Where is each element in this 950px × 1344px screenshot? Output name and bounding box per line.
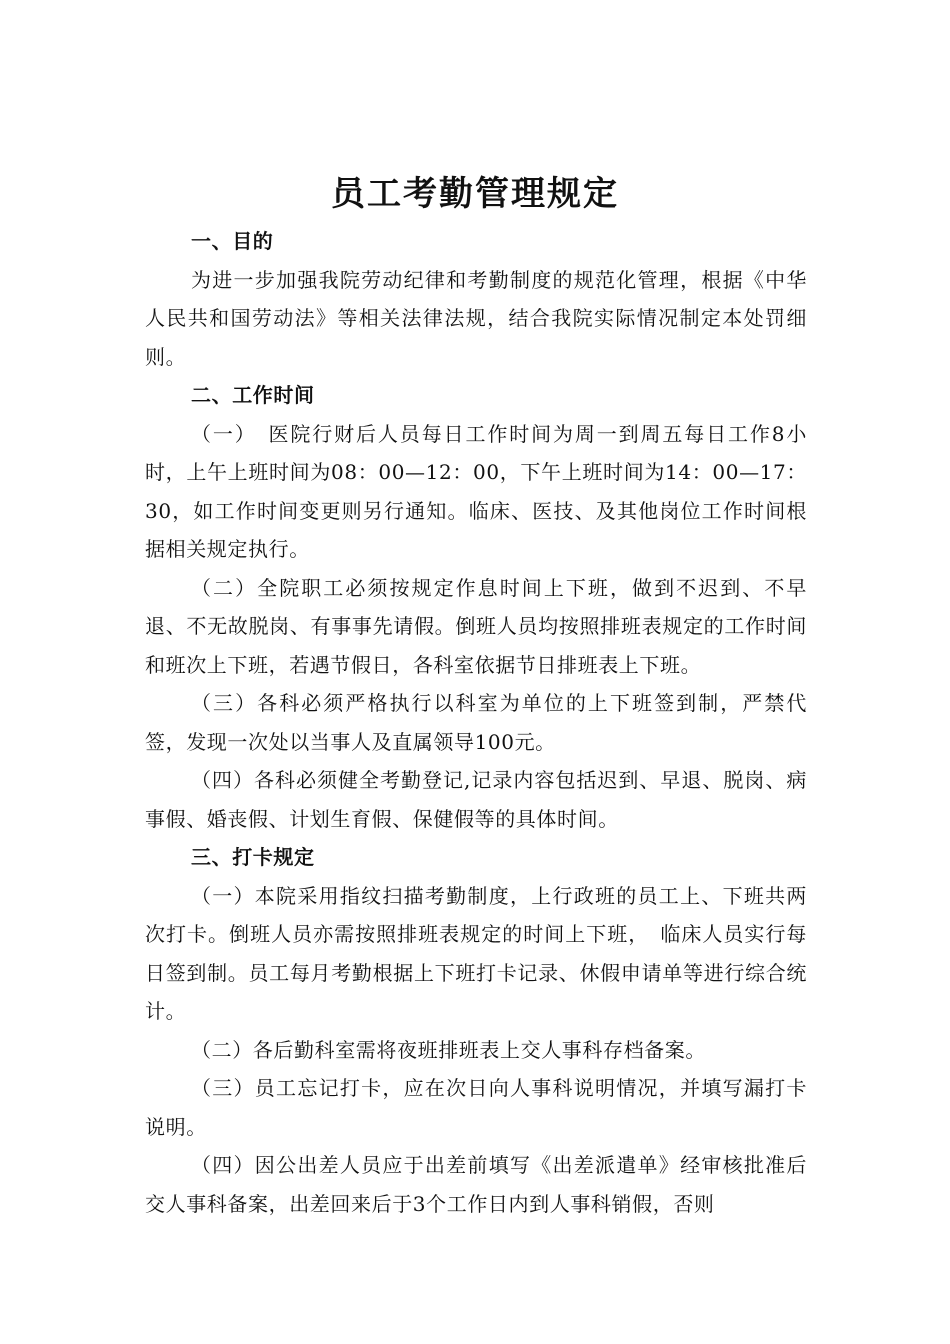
paragraph: （三）员工忘记打卡，应在次日向人事科说明情况，并填写漏打卡说明。 [145,1076,807,1139]
paragraph: （二）各后勤科室需将夜班排班表上交人事科存档备案。 [191,1037,706,1062]
section-heading-purpose: 一、目的 [191,229,274,253]
section-heading-working-hours: 二、工作时间 [191,383,315,407]
document-body [145,222,807,1223]
paragraph: （一）本院采用指纹扫描考勤制度，上行政班的员工上、下班共两次打卡。倒班人员亦需按照排班表规定的时间上下班， 临床人员实行每日签到制。员工每月考勤根据上下班打卡记录、休假申请单等进行综合统计。 [145,883,807,1023]
document-title: 员工考勤管理规定 [331,174,619,214]
paragraph: （四）各科必须健全考勤登记,记录内容包括迟到、早退、脱岗、病事假、婚丧假、计划生育假、保健假等的具体时间。 [145,768,807,831]
paragraph: （四）因公出差人员应于出差前填写《出差派遣单》经审核批准后交人事科备案，出差回来后于3个工作日内到人事科销假，否则 [145,1153,807,1216]
paragraph: 为进一步加强我院劳动纪律和考勤制度的规范化管理，根据《中华人民共和国劳动法》等相关法律法规，结合我院实际情况制定本处罚细则。 [145,267,807,369]
paragraph: （三）各科必须严格执行以科室为单位的上下班签到制，严禁代签，发现一次处以当事人及直属领导100元。 [145,691,807,754]
section-heading-clock-in-rules: 三、打卡规定 [191,845,315,869]
paragraph: （一） 医院行财后人员每日工作时间为周一到周五每日工作8小时，上午上班时间为08：00—12：00，下午上班时间为14：00—17：30，如工作时间变更则另行通知。临床、医技、及其他岗位工作时间根据相关规定执行。 [145,421,807,561]
paragraph: （二）全院职工必须按规定作息时间上下班，做到不迟到、不早退、不无故脱岗、有事事先请假。倒班人员均按照排班表规定的工作时间和班次上下班，若遇节假日，各科室依据节日排班表上下班。 [145,575,807,677]
